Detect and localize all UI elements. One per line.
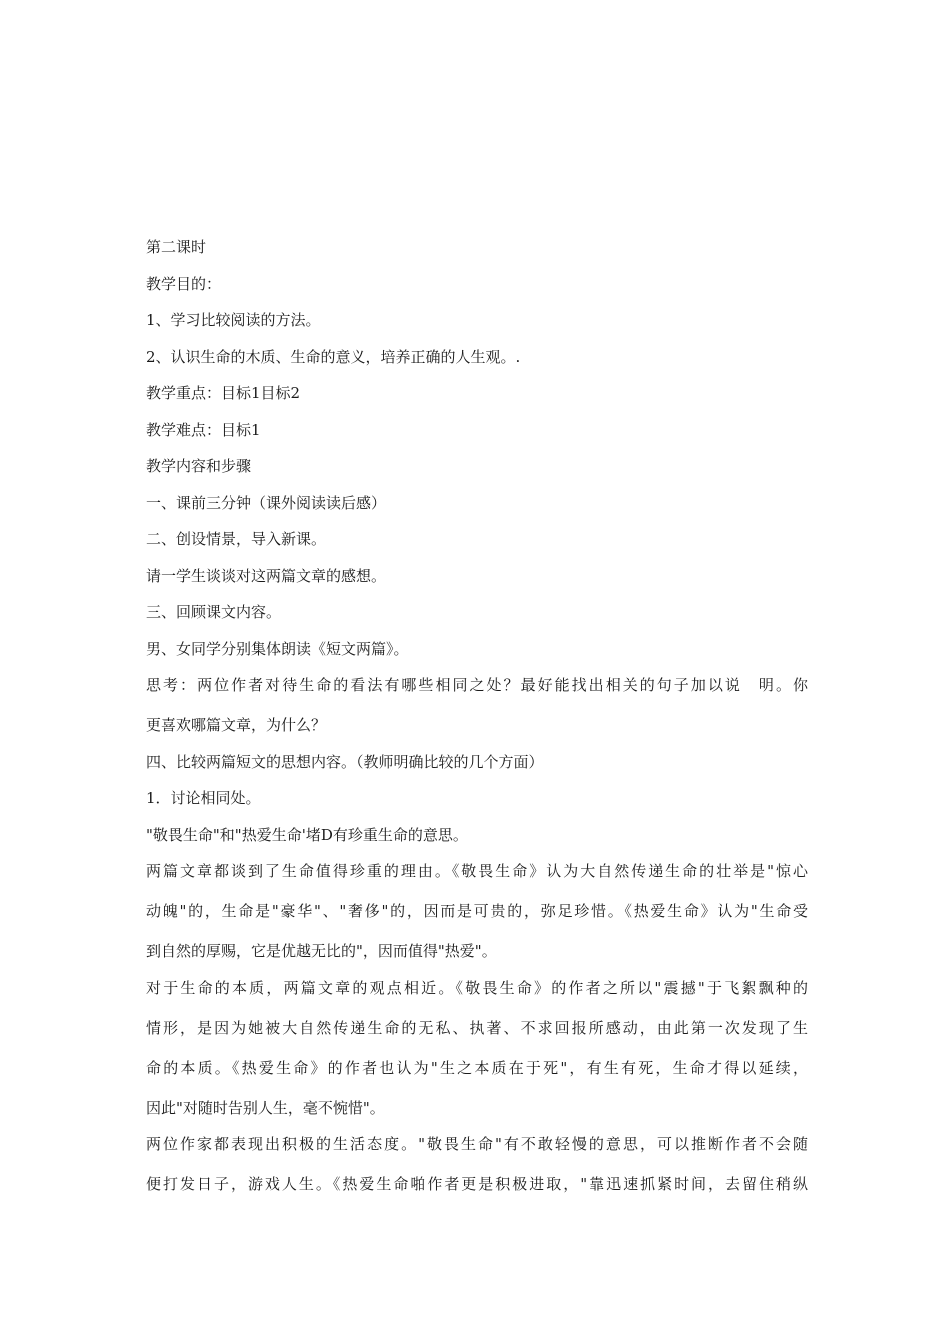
think-question-line: 思考：两位作者对待生命的看法有哪些相同之处？最好能找出相关的句子加以说 明。你 — [146, 676, 808, 694]
paragraph-line: 命的本质。《热爱生命》的作者也认为"生之本质在于死"，有生有死，生命才得以延续， — [146, 1058, 808, 1077]
document-body — [146, 236, 808, 1213]
step-2-detail: 请一学生谈谈对这两篇文章的感想。 — [146, 566, 387, 585]
paragraph-line: 对于生命的本质，两篇文章的观点相近。《敬畏生命》的作者之所以"震撼"于飞絮飘种的 — [146, 978, 808, 997]
paragraph-line: 情形，是因为她被大自然传递生命的无私、执著、不求回报所感动，由此第一次发现了生 — [146, 1018, 808, 1037]
paragraph-line: 动魄"的，生命是"豪华"、"奢侈"的，因而是可贵的，弥足珍惜。《热爱生命》认为"生命受 — [146, 902, 808, 920]
teaching-difficulty: 教学难点：目标1 — [146, 420, 261, 439]
step-1: 一、课前三分钟（课外阅读读后感） — [146, 493, 387, 512]
discussion-point-1: 1．讨论相同处。 — [146, 789, 261, 807]
objective-1: 1、学习比较阅读的方法。 — [146, 311, 321, 329]
step-3-detail: 男、女同学分别集体朗读《短文两篇》。 — [146, 639, 409, 658]
paragraph-line: 两位作家都表现出积极的生活态度。"敬畏生命"有不敢轻慢的意思，可以推断作者不会随 — [146, 1135, 808, 1153]
think-question-line: 更喜欢哪篇文章，为什么？ — [146, 716, 327, 734]
paragraph-line: 因此"对随时告别人生，毫不惋惜"。 — [146, 1098, 385, 1117]
think-question — [146, 674, 808, 736]
teaching-objectives-heading: 教学目的： — [146, 274, 222, 293]
lesson-title: 第二课时 — [146, 238, 207, 256]
paragraph-line: 两篇文章都谈到了生命值得珍重的理由。《敬畏生命》认为大自然传递生命的壮举是"惊心 — [146, 862, 808, 880]
objective-2: 2、认识生命的木质、生命的意义，培养正确的人生观。. — [146, 347, 521, 366]
paragraph-value-of-life — [146, 860, 808, 962]
paragraph-life-attitude — [146, 1133, 808, 1195]
teaching-focus: 教学重点：目标1目标2 — [146, 384, 301, 402]
content-steps-heading: 教学内容和步骤 — [146, 457, 252, 475]
paragraph-essence-of-life — [146, 977, 808, 1119]
step-4: 四、比较两篇短文的思想内容。（教师明确比较的几个方面） — [146, 752, 544, 771]
paragraph-line: 便打发日子，游戏人生。《热爱生命啪作者更是积极进取，"靠迅速抓紧时间，去留住稍纵 — [146, 1175, 808, 1193]
quote-line: "敬畏生命"和"热爱生命'堵D有珍重生命的意思。 — [146, 825, 468, 844]
step-2: 二、创设情景，导入新课。 — [146, 530, 327, 548]
paragraph-line: 到自然的厚赐，它是优越无比的"，因而值得"热爱"。 — [146, 942, 497, 960]
step-3: 三、回顾课文内容。 — [146, 603, 282, 621]
